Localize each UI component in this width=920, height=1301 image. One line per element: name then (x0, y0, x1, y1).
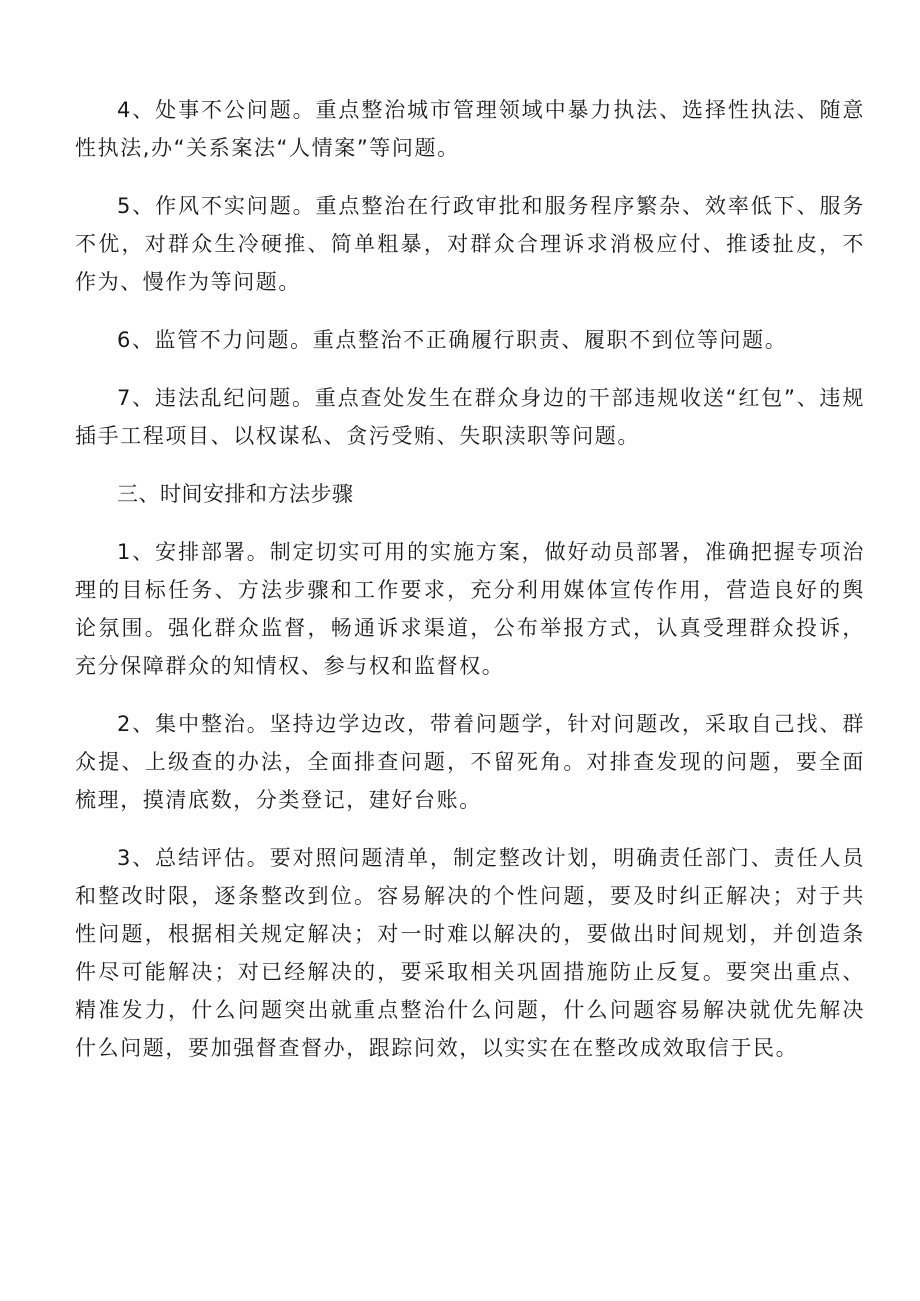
paragraph-item-5: 5、作风不实问题。重点整治在行政审批和服务程序繁杂、效率低下、服务不优，对群众生冷硬推、简单粗暴，对群众合理诉求消极应付、推诿扯皮，不作为、慢作为等问题。 (75, 194, 865, 294)
paragraph-step-2: 2、集中整治。坚持边学边改，带着问题学，针对问题改，采取自己找、群众提、上级查的办法，全面排查问题，不留死角。对排查发现的问题，要全面梳理，摸清底数，分类登记，建好台账。 (75, 712, 865, 812)
paragraph-item-7: 7、违法乱纪问题。重点查处发生在群众身边的干部违规收送“红包”、违规插手工程项目、以权谋私、贪污受贿、失职渎职等问题。 (75, 386, 865, 448)
document-body (75, 91, 865, 1087)
paragraph-item-4: 4、处事不公问题。重点整治城市管理领域中暴力执法、选择性执法、随意性执法,办“关系案法“人情案”等问题。 (75, 98, 865, 160)
paragraph-step-3: 3、总结评估。要对照问题清单，制定整改计划，明确责任部门、责任人员和整改时限，逐条整改到位。容易解决的个性问题，要及时纠正解决；对于共性问题，根据相关规定解决；对一时难以解决的，要做出时间规划，并创造条件尽可能解决；对已经解决的，要采取相关巩固措施防止反复。要突出重点、精准发力，什么问题突出就重点整治什么问题，什么问题容易解决就优先解决什么问题，要加强督查督办，跟踪问效，以实实在在整改成效取信于民。 (75, 846, 865, 1060)
paragraph-item-6: 6、监管不力问题。重点整治不正确履行职责、履职不到位等问题。 (117, 328, 788, 352)
section-heading: 三、时间安排和方法步骤 (117, 482, 354, 506)
paragraph-step-1: 1、安排部署。制定切实可用的实施方案，做好动员部署，准确把握专项治理的目标任务、方法步骤和工作要求，充分利用媒体宣传作用，营造良好的舆论氛围。强化群众监督，畅通诉求渠道，公布举报方式，认真受理群众投诉，充分保障群众的知情权、参与权和监督权。 (75, 540, 865, 678)
